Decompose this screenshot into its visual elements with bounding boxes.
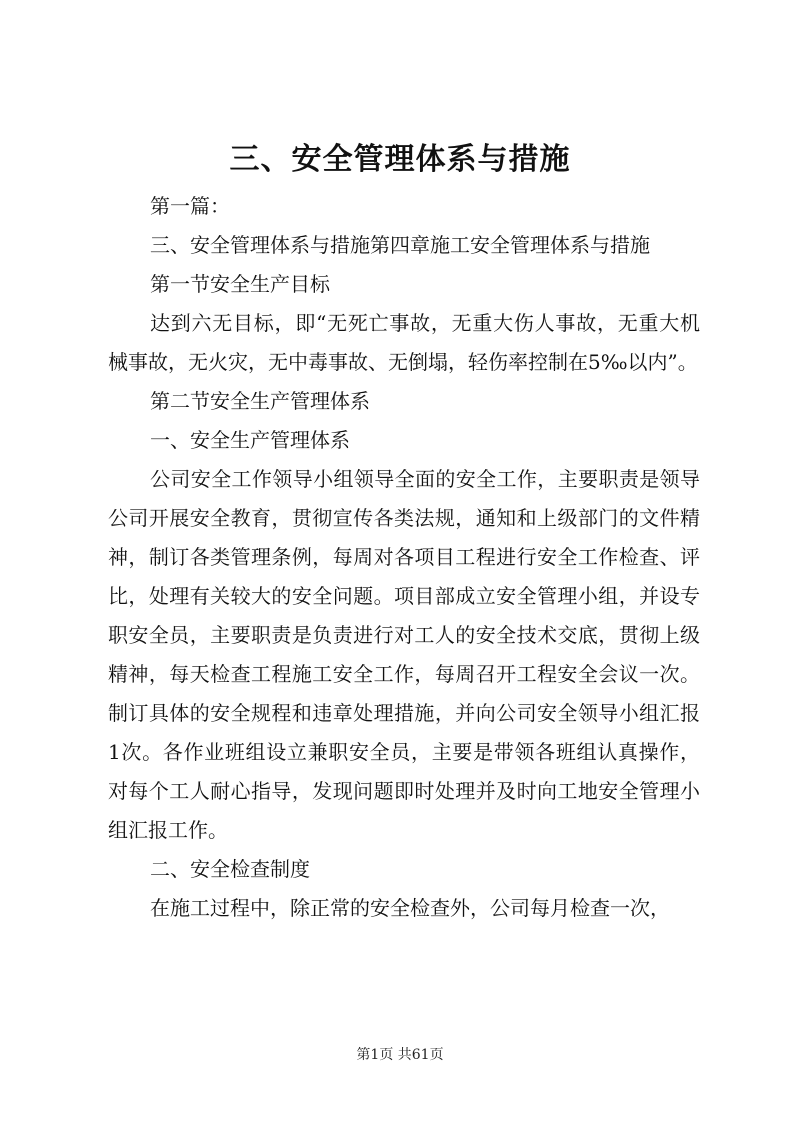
paragraph-9: 在施工过程中，除正常的安全检查外，公司每月检查一次， [150, 896, 670, 920]
paragraph-7: 公司安全工作领导小组领导全面的安全工作，主要职责是领导公司开展安全教育，贯彻宣传各类法规，通知和上级部门的文件精神，制订各类管理条例，每周对各项目工程进行安全工作检查、评比，处理有关较大的安全问题。项目部成立安全管理小组，并设专职安全员，主要职责是负责进行对工人的安全技术交底，贯彻上级精神，每天检查工程施工安全工作，每周召开工程安全会议一次。制订具体的安全规程和违章处理措施，并向公司安全领导小组汇报1次。各作业班组设立兼职安全员，主要是带领各班组认真操作，对每个工人耐心指导，发现问题即时处理并及时向工地安全管理小组汇报工作。 [108, 467, 700, 842]
paragraph-6: 一、安全生产管理体系 [150, 428, 350, 452]
page-title: 三、安全管理体系与措施 [229, 142, 571, 177]
paragraph-5: 第二节安全生产管理体系 [150, 389, 370, 413]
paragraph-1: 第一篇： [150, 194, 230, 218]
document-body [108, 187, 700, 928]
paragraph-8: 二、安全检查制度 [150, 857, 310, 881]
paragraph-3: 第一节安全生产目标 [150, 272, 330, 296]
paragraph-2: 三、安全管理体系与措施第四章施工安全管理体系与措施 [150, 233, 650, 257]
page-footer: 第1页 共61页 [356, 1047, 444, 1063]
paragraph-4: 达到六无目标，即“无死亡事故，无重大伤人事故，无重大机械事故，无火灾，无中毒事故、无倒塌，轻伤率控制在5‰以内”。 [108, 311, 700, 374]
